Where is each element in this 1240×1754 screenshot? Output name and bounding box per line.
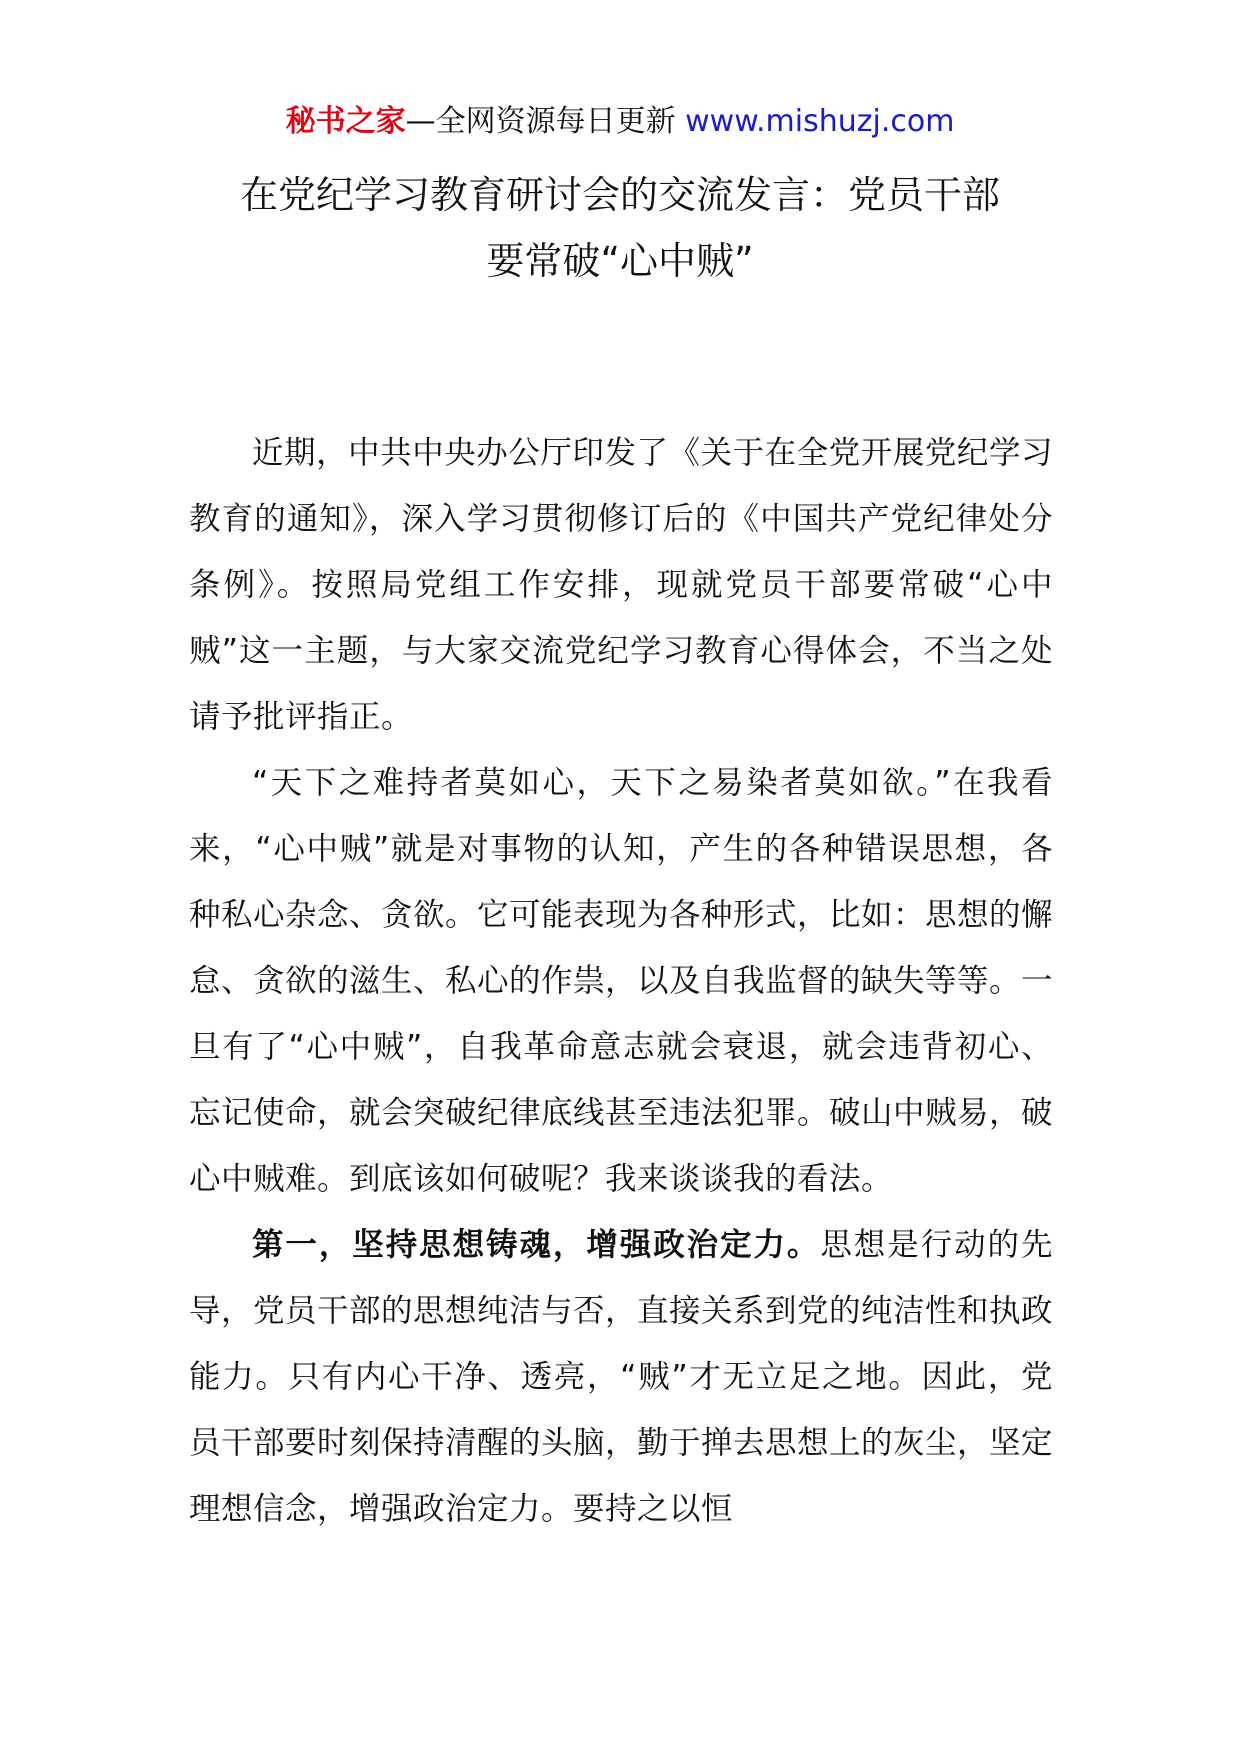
paragraph-intro-text: 近期，中共中央办公厅印发了《关于在全党开展党纪学习教育的通知》，深入学习贯彻修订后的《中国共产党纪律处分条例》。按照局党组工作安排，现就党员干部要常破“心中贼”这一主题，与大家交流党纪学习教育心得体会，不当之处请予批评指正。 bbox=[189, 435, 1053, 735]
document-title-line-2: 要常破“心中贼” bbox=[486, 239, 754, 283]
site-header bbox=[0, 100, 1240, 144]
paragraph-intro bbox=[189, 420, 1053, 750]
paragraph-heart-thief bbox=[189, 750, 1053, 1212]
document-title bbox=[150, 162, 1090, 294]
paragraph-point-one bbox=[189, 1212, 1053, 1542]
paragraph-heart-thief-text: “天下之难持者莫如心，天下之易染者莫如欲。”在我看来，“心中贼”就是对事物的认知，产生的各种错误思想，各种私心杂念、贪欲。它可能表现为各种形式，比如：思想的懈怠、贪欲的滋生、私心的作祟，以及自我监督的缺失等等。一旦有了“心中贼”，自我革命意志就会衰退，就会违背初心、忘记使命，就会突破纪律底线甚至违法犯罪。破山中贼易，破心中贼难。到底该如何破呢？我来谈谈我的看法。 bbox=[189, 765, 1054, 1197]
point-one-text: 思想是行动的先导，党员干部的思想纯洁与否，直接关系到党的纯洁性和执政能力。只有内心干净、透亮，“贼”才无立足之地。因此，党员干部要时刻保持清醒的头脑，勤于掸去思想上的灰尘，坚定理想信念，增强政治定力。要持之以恒 bbox=[189, 1227, 1054, 1527]
brand-name: 秘书之家 bbox=[285, 104, 406, 139]
site-slogan: —全网资源每日更新 bbox=[405, 104, 686, 139]
point-one-heading: 第一，坚持思想铸魂，增强政治定力。 bbox=[252, 1227, 821, 1263]
document-body bbox=[189, 420, 1053, 1542]
site-url-link[interactable]: www.mishuzj.com bbox=[685, 104, 955, 139]
document-title-line-1: 在党纪学习教育研讨会的交流发言：党员干部 bbox=[239, 173, 1000, 217]
